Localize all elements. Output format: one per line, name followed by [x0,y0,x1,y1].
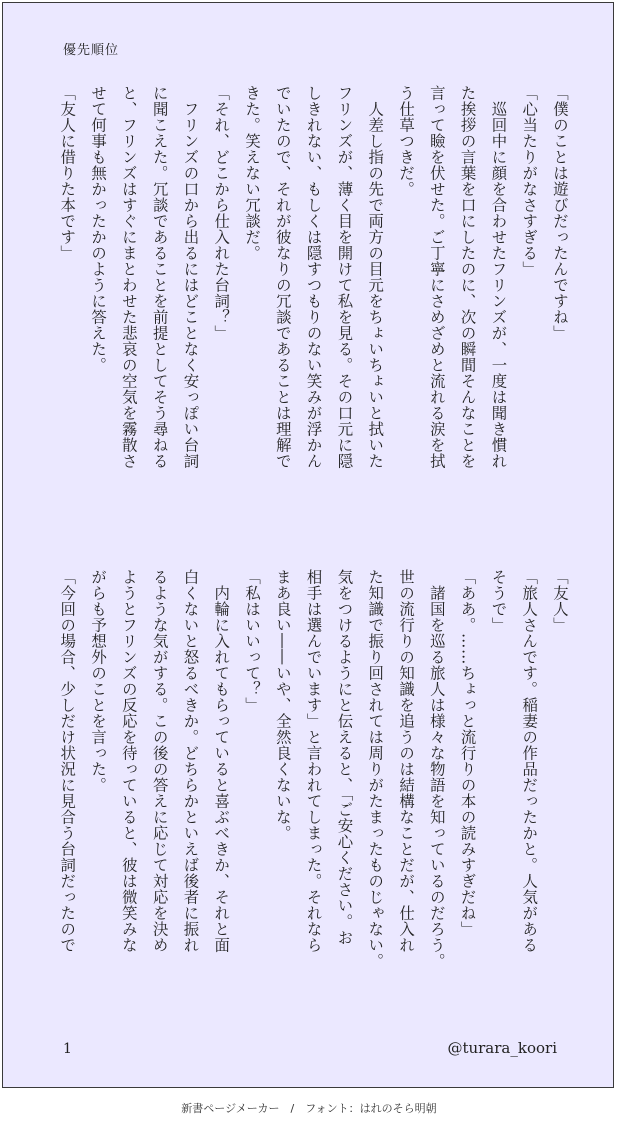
text-line: フリンズの口から出るにはどことなく安っぽい台詞 [181,85,200,469]
text-line: 人差し指の先で両方の目元をちょいちょいと拭いた [366,85,385,469]
text-line: 「友人」 [551,569,569,633]
text-line: フリンズが、薄く目を開けて私を見る。その口元に隠 [335,85,354,469]
text-line: 気をつけるようにと伝えると、「ご安心ください。お [335,569,354,946]
text-line: 「私はいいって？」 [243,569,262,713]
text-line: 諸国を巡る旅人は様々な物語を知っているのだろう。 [427,569,446,969]
text-line: 「今回の場合、少しだけ状況に見合う台詞だったので [58,569,77,953]
text-line: きた。笑えない冗談だ。 [243,85,262,261]
page-title: 優先順位 [63,43,120,58]
text-line: に聞こえた。冗談であることを前提としてそう尋ねる [150,85,169,469]
text-line: でいたので、それが彼なりの冗談であることは理解で [273,85,292,469]
page-number: 1 [63,1041,72,1057]
text-line: せて何事も無かったかのように答えた。 [89,85,108,373]
text-line: 相手は選んでいます」と言われてしまった。それなら [304,569,323,953]
text-line: う仕草つきだ。 [397,85,416,197]
text-line: まあ良い――いや、全然良くないな。 [273,569,292,841]
text-line: るような気がする。この後の答えに応じて対応を決め [150,569,169,953]
text-line: ようとフリンズの反応を待っていると、彼は微笑みな [119,569,138,953]
text-line: 「僕のことは遊びだったんですね」 [551,85,569,341]
text-line: た挨拶の言葉を口にしたのに、次の瞬間そんなことを [458,85,477,469]
text-line: 「それ、どこから仕入れた台詞？」 [212,85,231,341]
text-line: 言って瞼を伏せた。ご丁寧にさめざめと流れる涙を拭 [427,85,446,469]
text-line: と、フリンズはすぐにまとわせた悲哀の空気を霧散さ [119,85,138,469]
text-line: 内輪に入れてもらっていると喜ぶべきか、それと面 [212,569,231,953]
text-line: がらも予想外のことを言った。 [89,569,108,793]
author-handle: @turara_koori [447,1039,557,1057]
novel-page [2,2,614,1088]
text-line: 「心当たりがなさすぎる」 [520,85,539,277]
text-line: しきれない、もしくは隠すつもりのない笑みが浮かん [304,85,323,469]
text-line: 巡回中に顔を合わせたフリンズが、一度は聞き慣れ [489,85,508,469]
text-line: 「旅人さんです。稲妻の作品だったかと。人気がある [520,569,539,953]
text-line: 「友人に借りた本です」 [58,85,77,261]
text-block-top [58,85,575,525]
generator-credit: 新書ページメーカー / フォント：はれのそら明朝 [181,1102,437,1115]
text-line: そうで」 [489,569,508,633]
text-block-bottom [58,569,575,1009]
text-line: 白くないと怒るべきか。どちらかといえば後者に振れ [181,569,200,953]
text-line: 「ああ。……ちょっと流行りの本の読みすぎだね」 [458,569,477,937]
text-line: た知識で振り回されては周りがたまったものじゃない。 [366,569,385,969]
text-line: 世の流行りの知識を追うのは結構なことだが、仕入れ [397,569,416,953]
